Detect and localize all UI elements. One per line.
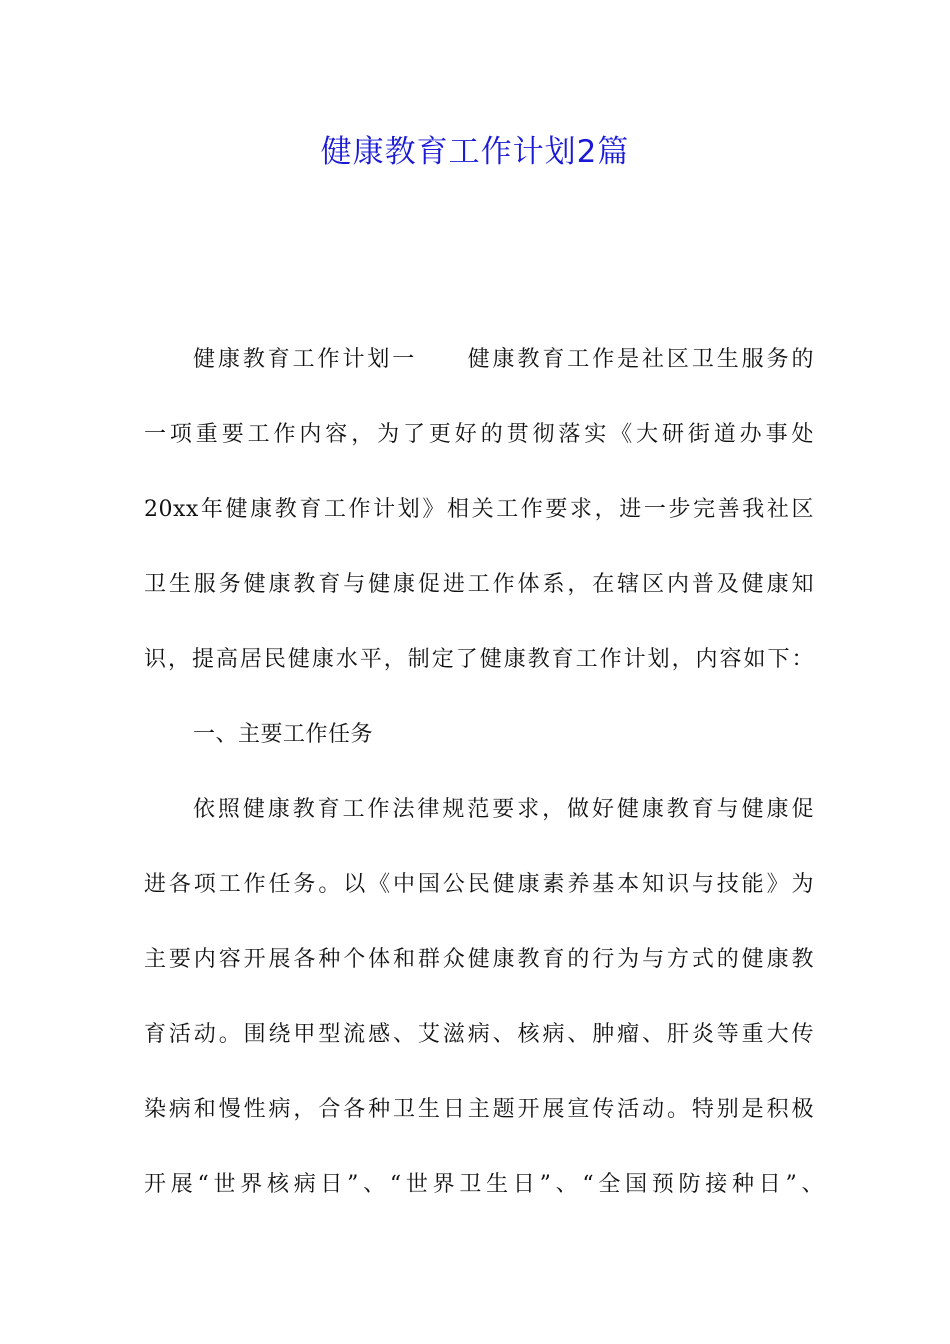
- section-heading-main-tasks: 一、主要工作任务: [193, 722, 374, 747]
- paragraph-line-11: 染病和慢性病，合各种卫生日主题开展宣传活动。特别是积极: [144, 1097, 814, 1122]
- paragraph-line-10: 育活动。围绕甲型流感、艾滋病、核病、肿瘤、肝炎等重大传: [144, 1022, 814, 1047]
- document-title: 健康教育工作计划2篇: [320, 134, 630, 170]
- paragraph-line-9: 主要内容开展各种个体和群众健康教育的行为与方式的健康教: [144, 947, 814, 972]
- paragraph-line-2: 一项重要工作内容，为了更好的贯彻落实《大研街道办事处: [144, 422, 814, 447]
- paragraph-line-4: 卫生服务健康教育与健康促进工作体系，在辖区内普及健康知: [144, 572, 814, 597]
- paragraph-text: 健康教育工作是社区卫生服务的: [465, 347, 814, 372]
- paragraph-line-5: 识，提高居民健康水平，制定了健康教育工作计划，内容如下：: [144, 647, 814, 672]
- paragraph-line-7: 依照健康教育工作法律规范要求，做好健康教育与健康促: [193, 797, 814, 822]
- section-heading-plan-one: 健康教育工作计划一: [193, 347, 418, 372]
- paragraph-line-8: 进各项工作任务。以《中国公民健康素养基本知识与技能》为: [144, 872, 814, 897]
- paragraph-line-1: [193, 343, 814, 377]
- paragraph-line-12: 开展“世界核病日”、“世界卫生日”、“全国预防接种日”、: [144, 1172, 824, 1197]
- paragraph-line-3: 20xx年健康教育工作计划》相关工作要求，进一步完善我社区: [144, 497, 814, 522]
